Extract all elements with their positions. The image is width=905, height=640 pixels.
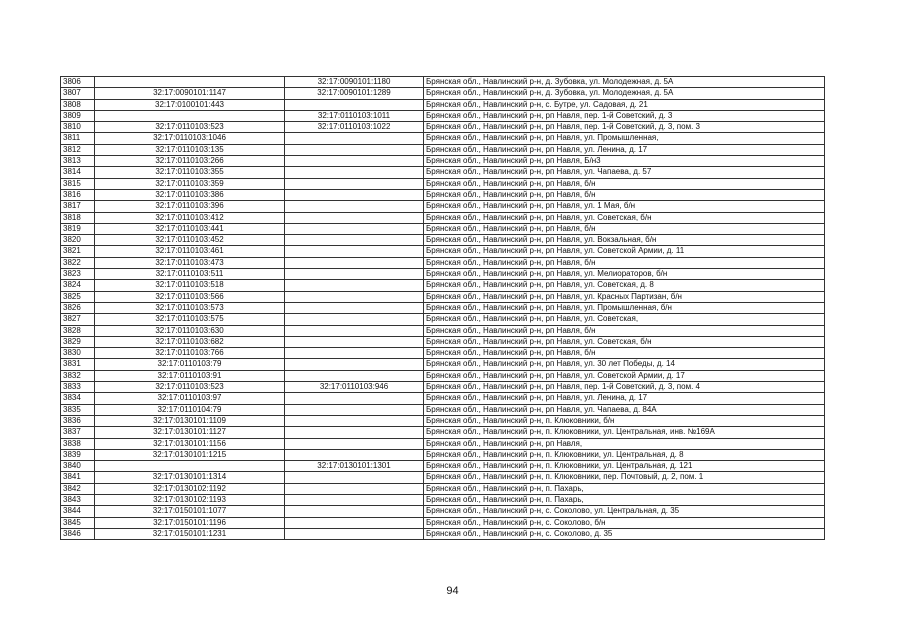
cadastral-number-cell: 32:17:0110103:473 [95,257,285,268]
linked-cadastral-number-cell [285,291,424,302]
linked-cadastral-number-cell [285,449,424,460]
cadastral-number-cell: 32:17:0110103:355 [95,167,285,178]
linked-cadastral-number-cell: 32:17:0110103:1011 [285,110,424,121]
address-cell: Брянская обл., Навлинский р-н, п. Клюковники, ул. Центральная, д. 8 [424,449,825,460]
table-row [61,291,825,302]
row-number-cell: 3836 [61,415,95,426]
table-row [61,506,825,517]
linked-cadastral-number-cell [285,189,424,200]
address-cell: Брянская обл., Навлинский р-н, п. Пахарь, [424,494,825,505]
cadastral-number-cell [95,461,285,472]
linked-cadastral-number-cell [285,212,424,223]
table-row [61,189,825,200]
cadastral-number-cell: 32:17:0110103:523 [95,382,285,393]
table-row [61,449,825,460]
table-row [61,483,825,494]
address-cell: Брянская обл., Навлинский р-н, рп Навля, ул. Чапаева, д. 84А [424,404,825,415]
address-cell: Брянская обл., Навлинский р-н, рп Навля, пер. 1-й Советский, д. 3, пом. 4 [424,382,825,393]
cadastral-number-cell: 32:17:0110103:266 [95,156,285,167]
table-row [61,370,825,381]
cadastral-number-cell: 32:17:0150101:1231 [95,528,285,539]
address-cell: Брянская обл., Навлинский р-н, рп Навля, б/н [424,223,825,234]
row-number-cell: 3828 [61,325,95,336]
address-cell: Брянская обл., Навлинский р-н, рп Навля, б/н [424,325,825,336]
linked-cadastral-number-cell: 32:17:0090101:1180 [285,77,424,88]
cadastral-number-cell: 32:17:0110103:630 [95,325,285,336]
row-number-cell: 3812 [61,144,95,155]
address-cell: Брянская обл., Навлинский р-н, рп Навля, ул. Мелиораторов, б/н [424,269,825,280]
linked-cadastral-number-cell [285,427,424,438]
linked-cadastral-number-cell [285,201,424,212]
table-row [61,438,825,449]
row-number-cell: 3822 [61,257,95,268]
row-number-cell: 3843 [61,494,95,505]
row-number-cell: 3818 [61,212,95,223]
linked-cadastral-number-cell [285,325,424,336]
row-number-cell: 3845 [61,517,95,528]
cadastral-number-cell: 32:17:0110103:575 [95,314,285,325]
linked-cadastral-number-cell [285,246,424,257]
linked-cadastral-number-cell [285,336,424,347]
address-cell: Брянская обл., Навлинский р-н, п. Клюковники, ул. Центральная, д. 121 [424,461,825,472]
address-cell: Брянская обл., Навлинский р-н, с. Соколово, д. 35 [424,528,825,539]
address-cell: Брянская обл., Навлинский р-н, п. Пахарь, [424,483,825,494]
linked-cadastral-number-cell [285,472,424,483]
address-cell: Брянская обл., Навлинский р-н, с. Соколово, б/н [424,517,825,528]
address-cell: Брянская обл., Навлинский р-н, рп Навля, пер. 1-й Советский, д. 3, пом. 3 [424,122,825,133]
address-cell: Брянская обл., Навлинский р-н, рп Навля, ул. Советская, [424,314,825,325]
page-number: 94 [446,585,459,597]
address-cell: Брянская обл., Навлинский р-н, рп Навля, [424,438,825,449]
cadastral-number-cell: 32:17:0110103:441 [95,223,285,234]
cadastral-number-cell [95,77,285,88]
address-cell: Брянская обл., Навлинский р-н, рп Навля, ул. Ленина, д. 17 [424,144,825,155]
row-number-cell: 3823 [61,269,95,280]
cadastral-number-cell: 32:17:0110103:386 [95,189,285,200]
row-number-cell: 3807 [61,88,95,99]
linked-cadastral-number-cell [285,156,424,167]
address-cell: Брянская обл., Навлинский р-н, рп Навля, ул. Советской Армии, д. 11 [424,246,825,257]
linked-cadastral-number-cell [285,506,424,517]
table-row [61,280,825,291]
registry-table [60,76,825,540]
cadastral-number-cell: 32:17:0110103:566 [95,291,285,302]
cadastral-number-cell: 32:17:0110103:682 [95,336,285,347]
cadastral-number-cell: 32:17:0110103:135 [95,144,285,155]
linked-cadastral-number-cell: 32:17:0130101:1301 [285,461,424,472]
row-number-cell: 3830 [61,348,95,359]
table-row [61,393,825,404]
table-row [61,302,825,313]
table-row [61,178,825,189]
row-number-cell: 3819 [61,223,95,234]
linked-cadastral-number-cell: 32:17:0110103:1022 [285,122,424,133]
row-number-cell: 3810 [61,122,95,133]
cadastral-number-cell: 32:17:0130102:1192 [95,483,285,494]
row-number-cell: 3814 [61,167,95,178]
row-number-cell: 3827 [61,314,95,325]
row-number-cell: 3821 [61,246,95,257]
address-cell: Брянская обл., Навлинский р-н, рп Навля, ул. Советская, б/н [424,336,825,347]
table-row [61,314,825,325]
cadastral-number-cell: 32:17:0110103:461 [95,246,285,257]
table-row [61,415,825,426]
cadastral-number-cell: 32:17:0130102:1193 [95,494,285,505]
address-cell: Брянская обл., Навлинский р-н, д. Зубовка, ул. Молодежная, д. 5А [424,77,825,88]
table-row [61,472,825,483]
address-cell: Брянская обл., Навлинский р-н, рп Навля, ул. Вокзальная, б/н [424,235,825,246]
linked-cadastral-number-cell [285,167,424,178]
linked-cadastral-number-cell [285,528,424,539]
row-number-cell: 3839 [61,449,95,460]
row-number-cell: 3842 [61,483,95,494]
row-number-cell: 3825 [61,291,95,302]
table-row [61,336,825,347]
table-row [61,359,825,370]
linked-cadastral-number-cell [285,415,424,426]
cadastral-number-cell: 32:17:0110104:79 [95,404,285,415]
row-number-cell: 3824 [61,280,95,291]
address-cell: Брянская обл., Навлинский р-н, п. Клюковники, б/н [424,415,825,426]
row-number-cell: 3829 [61,336,95,347]
row-number-cell: 3838 [61,438,95,449]
address-cell: Брянская обл., Навлинский р-н, рп Навля, ул. Ленина, д. 17 [424,393,825,404]
registry-table-body [61,77,825,540]
table-row [61,382,825,393]
table-row [61,494,825,505]
linked-cadastral-number-cell [285,257,424,268]
cadastral-number-cell: 32:17:0130101:1215 [95,449,285,460]
linked-cadastral-number-cell [285,348,424,359]
row-number-cell: 3811 [61,133,95,144]
linked-cadastral-number-cell: 32:17:0110103:946 [285,382,424,393]
row-number-cell: 3837 [61,427,95,438]
table-row [61,133,825,144]
linked-cadastral-number-cell [285,404,424,415]
table-row [61,427,825,438]
address-cell: Брянская обл., Навлинский р-н, рп Навля, ул. Чапаева, д. 57 [424,167,825,178]
table-row [61,246,825,257]
table-row [61,235,825,246]
linked-cadastral-number-cell [285,302,424,313]
cadastral-number-cell: 32:17:0110103:79 [95,359,285,370]
table-row [61,144,825,155]
linked-cadastral-number-cell [285,99,424,110]
linked-cadastral-number-cell [285,133,424,144]
address-cell: Брянская обл., Навлинский р-н, рп Навля, б/н [424,189,825,200]
table-row [61,167,825,178]
linked-cadastral-number-cell [285,269,424,280]
table-row [61,99,825,110]
linked-cadastral-number-cell [285,144,424,155]
table-row [61,110,825,121]
row-number-cell: 3808 [61,99,95,110]
cadastral-number-cell [95,110,285,121]
table-row [61,528,825,539]
table-row [61,461,825,472]
cadastral-number-cell: 32:17:0110103:91 [95,370,285,381]
linked-cadastral-number-cell [285,178,424,189]
table-row [61,156,825,167]
address-cell: Брянская обл., Навлинский р-н, с. Бутре, ул. Садовая, д. 21 [424,99,825,110]
row-number-cell: 3846 [61,528,95,539]
cadastral-number-cell: 32:17:0110103:518 [95,280,285,291]
cadastral-number-cell: 32:17:0110103:511 [95,269,285,280]
row-number-cell: 3841 [61,472,95,483]
cadastral-number-cell: 32:17:0110103:412 [95,212,285,223]
table-row [61,223,825,234]
row-number-cell: 3820 [61,235,95,246]
address-cell: Брянская обл., Навлинский р-н, с. Соколово, ул. Центральная, д. 35 [424,506,825,517]
linked-cadastral-number-cell [285,314,424,325]
linked-cadastral-number-cell [285,359,424,370]
row-number-cell: 3831 [61,359,95,370]
cadastral-number-cell: 32:17:0110103:396 [95,201,285,212]
cadastral-number-cell: 32:17:0110103:573 [95,302,285,313]
cadastral-number-cell: 32:17:0110103:359 [95,178,285,189]
cadastral-number-cell: 32:17:0110103:1046 [95,133,285,144]
cadastral-number-cell: 32:17:0130101:1156 [95,438,285,449]
cadastral-number-cell: 32:17:0150101:1196 [95,517,285,528]
cadastral-number-cell: 32:17:0130101:1314 [95,472,285,483]
cadastral-number-cell: 32:17:0110103:452 [95,235,285,246]
row-number-cell: 3809 [61,110,95,121]
linked-cadastral-number-cell [285,370,424,381]
address-cell: Брянская обл., Навлинский р-н, д. Зубовка, ул. Молодежная, д. 5А [424,88,825,99]
linked-cadastral-number-cell [285,280,424,291]
linked-cadastral-number-cell [285,235,424,246]
address-cell: Брянская обл., Навлинский р-н, рп Навля, ул. 30 лет Победы, д. 14 [424,359,825,370]
row-number-cell: 3826 [61,302,95,313]
row-number-cell: 3844 [61,506,95,517]
table-row [61,122,825,133]
address-cell: Брянская обл., Навлинский р-н, рп Навля, ул. Советская, б/н [424,212,825,223]
row-number-cell: 3816 [61,189,95,200]
linked-cadastral-number-cell [285,438,424,449]
cadastral-number-cell: 32:17:0090101:1147 [95,88,285,99]
table-row [61,325,825,336]
linked-cadastral-number-cell: 32:17:0090101:1289 [285,88,424,99]
row-number-cell: 3806 [61,77,95,88]
address-cell: Брянская обл., Навлинский р-н, рп Навля, ул. Советская, д. 8 [424,280,825,291]
table-row [61,348,825,359]
address-cell: Брянская обл., Навлинский р-н, рп Навля, ул. Промышленная, б/н [424,302,825,313]
linked-cadastral-number-cell [285,223,424,234]
address-cell: Брянская обл., Навлинский р-н, рп Навля, ул. Советской Армии, д. 17 [424,370,825,381]
table-row [61,404,825,415]
row-number-cell: 3832 [61,370,95,381]
row-number-cell: 3813 [61,156,95,167]
address-cell: Брянская обл., Навлинский р-н, рп Навля, б/н [424,348,825,359]
linked-cadastral-number-cell [285,393,424,404]
cadastral-number-cell: 32:17:0110103:523 [95,122,285,133]
table-row [61,77,825,88]
address-cell: Брянская обл., Навлинский р-н, рп Навля, Б/н3 [424,156,825,167]
row-number-cell: 3817 [61,201,95,212]
cadastral-number-cell: 32:17:0130101:1127 [95,427,285,438]
cadastral-number-cell: 32:17:0150101:1077 [95,506,285,517]
address-cell: Брянская обл., Навлинский р-н, рп Навля, пер. 1-й Советский, д. 3 [424,110,825,121]
row-number-cell: 3834 [61,393,95,404]
table-row [61,257,825,268]
address-cell: Брянская обл., Навлинский р-н, п. Клюковники, пер. Почтовый, д. 2, пом. 1 [424,472,825,483]
table-row [61,212,825,223]
linked-cadastral-number-cell [285,517,424,528]
cadastral-number-cell: 32:17:0110103:766 [95,348,285,359]
row-number-cell: 3815 [61,178,95,189]
linked-cadastral-number-cell [285,494,424,505]
address-cell: Брянская обл., Навлинский р-н, рп Навля, ул. 1 Мая, б/н [424,201,825,212]
table-row [61,88,825,99]
cadastral-number-cell: 32:17:0100101:443 [95,99,285,110]
cadastral-number-cell: 32:17:0130101:1109 [95,415,285,426]
address-cell: Брянская обл., Навлинский р-н, п. Клюковники, ул. Центральная, инв. №169А [424,427,825,438]
address-cell: Брянская обл., Навлинский р-н, рп Навля, б/н [424,257,825,268]
table-row [61,269,825,280]
table-row [61,201,825,212]
row-number-cell: 3840 [61,461,95,472]
address-cell: Брянская обл., Навлинский р-н, рп Навля, ул. Промышленная, [424,133,825,144]
cadastral-number-cell: 32:17:0110103:97 [95,393,285,404]
address-cell: Брянская обл., Навлинский р-н, рп Навля, ул. Красных Партизан, б/н [424,291,825,302]
row-number-cell: 3833 [61,382,95,393]
table-row [61,517,825,528]
row-number-cell: 3835 [61,404,95,415]
linked-cadastral-number-cell [285,483,424,494]
address-cell: Брянская обл., Навлинский р-н, рп Навля, б/н [424,178,825,189]
